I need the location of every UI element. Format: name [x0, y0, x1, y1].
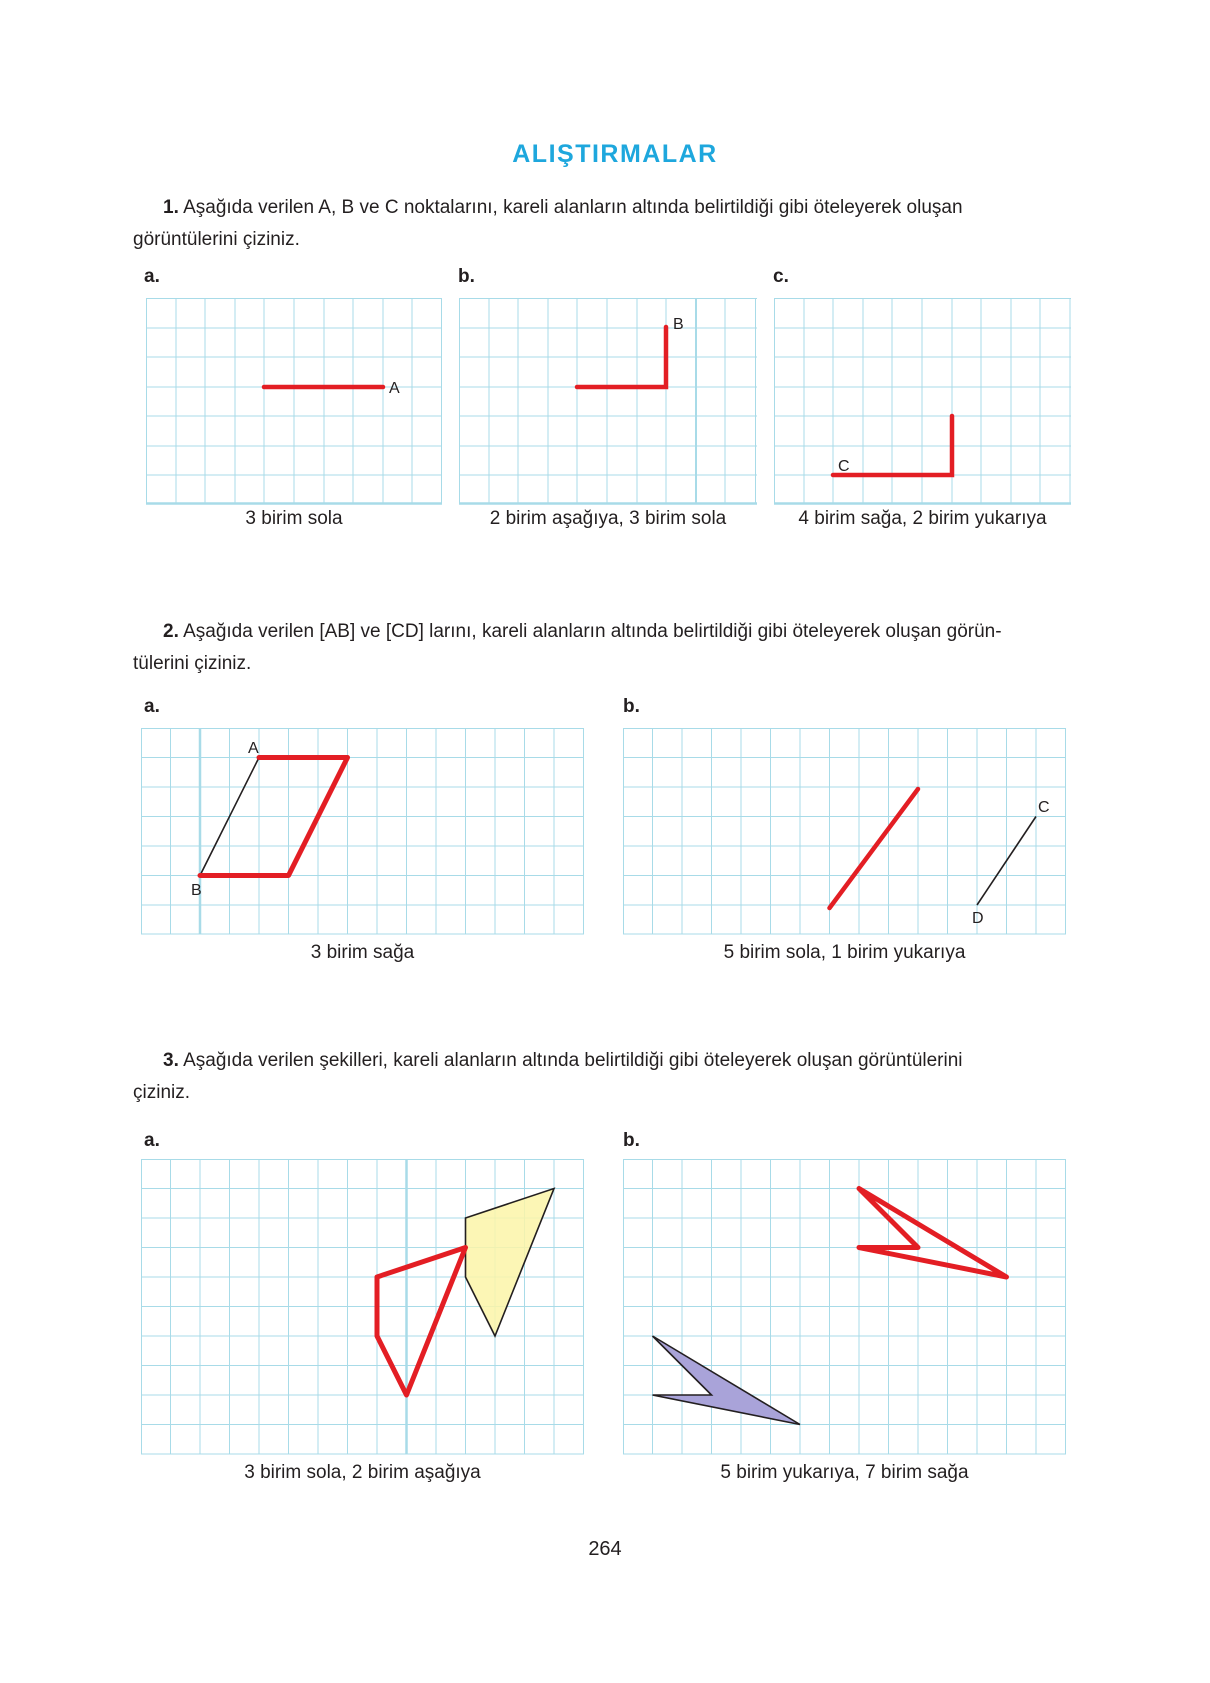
- answer-polygon: [377, 1248, 466, 1396]
- given-yellow-shape: [466, 1189, 555, 1337]
- page-number: 264: [588, 1538, 622, 1560]
- grid-2b[interactable]: [623, 728, 1066, 935]
- translation-caption: 4 birim sağa, 2 birim yukarıya: [798, 508, 1047, 529]
- exercise-number: 2.: [163, 621, 179, 642]
- exercise-number: 1.: [163, 197, 179, 218]
- exercise-text: Aşağıda verilen [AB] ve [CD] larını, kareli alanların altında belirtildiği gibi öteleyerek oluşan görün-: [183, 621, 1002, 642]
- exercise-1-instructions: [133, 192, 1078, 256]
- grid-1b[interactable]: [459, 298, 757, 505]
- translation-caption: 3 birim sağa: [310, 942, 415, 963]
- part-label: a.: [144, 1130, 160, 1151]
- answer-segment: [830, 789, 919, 908]
- exercise-text: çiziniz.: [133, 1082, 191, 1103]
- translation-caption: 5 birim sola, 1 birim yukarıya: [723, 942, 966, 963]
- translation-caption: 3 birim sola: [245, 508, 343, 529]
- grid-1a[interactable]: [146, 298, 442, 505]
- given-purple-shape: [653, 1336, 801, 1425]
- part-label: a.: [144, 696, 160, 717]
- page-title: ALIŞTIRMALAR: [512, 140, 718, 168]
- translation-caption: 2 birim aşağıya, 3 birim sola: [489, 508, 727, 529]
- point-label-c: C: [1038, 799, 1050, 816]
- part-label: b.: [623, 1130, 640, 1151]
- grid-lines: [146, 298, 442, 504]
- grid-lines: [141, 728, 584, 934]
- part-label: b.: [623, 696, 640, 717]
- part-label: b.: [458, 266, 475, 287]
- point-label-b: B: [191, 882, 202, 899]
- point-label-b: B: [673, 316, 684, 333]
- part-label: a.: [144, 266, 160, 287]
- point-label-a: A: [248, 740, 259, 757]
- exercise-3-instructions: [133, 1045, 1078, 1109]
- point-label-d: D: [972, 910, 984, 927]
- translation-caption: 5 birim yukarıya, 7 birim sağa: [720, 1462, 969, 1483]
- exercise-2-instructions: [133, 616, 1078, 680]
- exercise-text: Aşağıda verilen şekilleri, kareli alanların altında belirtildiği gibi öteleyerek oluşan görüntülerini: [183, 1050, 963, 1071]
- exercise-text: Aşağıda verilen A, B ve C noktalarını, kareli alanların altında belirtildiği gibi öteleyerek oluşan: [183, 197, 963, 218]
- translation-caption: 3 birim sola, 2 birim aşağıya: [244, 1462, 481, 1483]
- point-label-c: C: [838, 458, 850, 475]
- answer-polygon: [859, 1189, 1007, 1278]
- grid-lines: [459, 298, 757, 504]
- grid-3a[interactable]: [141, 1159, 584, 1455]
- grid-lines: [623, 728, 1066, 934]
- part-label: c.: [773, 266, 789, 287]
- grid-lines: [623, 1159, 1066, 1454]
- exercise-text: görüntülerini çiziniz.: [133, 229, 300, 250]
- exercise-number: 3.: [163, 1050, 179, 1071]
- grid-3b[interactable]: [623, 1159, 1066, 1455]
- point-label-a: A: [389, 380, 400, 397]
- grid-2a[interactable]: [141, 728, 584, 935]
- grid-1c[interactable]: [774, 298, 1071, 505]
- exercise-text: tülerini çiziniz.: [133, 653, 252, 674]
